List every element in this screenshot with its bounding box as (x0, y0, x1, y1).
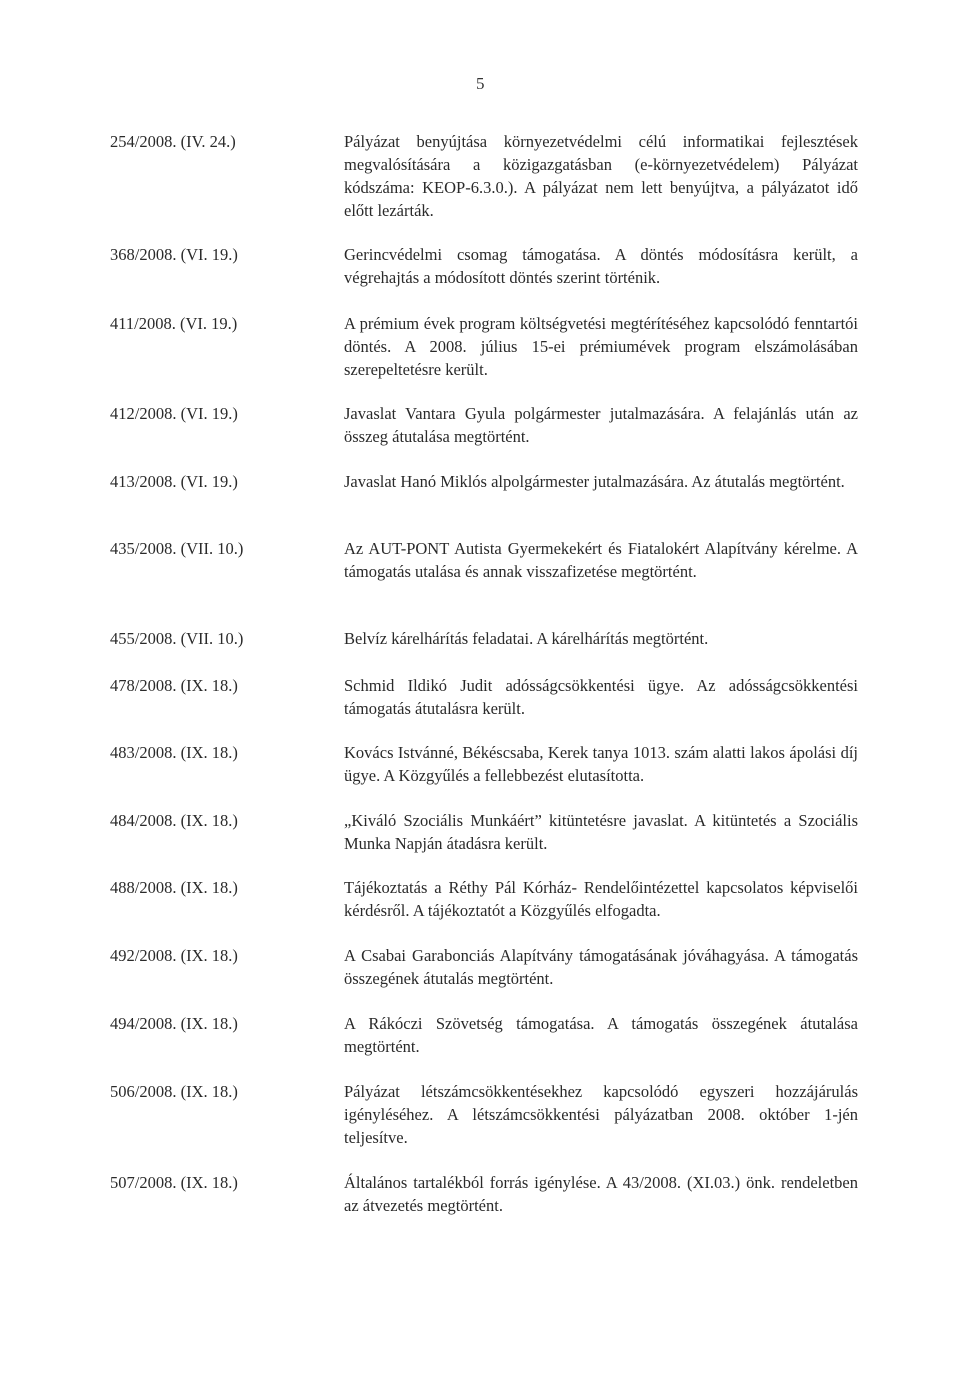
resolution-description: Pályázat benyújtása környezetvédelmi célú informatikai fejlesztések megvalósítására a közigazgatásban (e-környezetvédelem) Pályázat kódszáma: KEOP-6.3.0.). A pályázat nem lett benyújtva, a pályázatot idő előtt lezárták. (344, 132, 858, 220)
resolution-description: Gerincvédelmi csomag támogatása. A döntés módosításra került, a végrehajtás a módosított döntés szerint történik. (344, 245, 858, 287)
resolution-description: Javaslat Hanó Miklós alpolgármester jutalmazására. Az átutalás megtörtént. (344, 472, 845, 491)
resolution-number: 506/2008. (IX. 18.) (110, 1082, 238, 1101)
resolution-number: 484/2008. (IX. 18.) (110, 811, 238, 830)
resolution-number: 455/2008. (VII. 10.) (110, 629, 244, 648)
resolution-number: 254/2008. (IV. 24.) (110, 132, 236, 151)
page-number: 5 (476, 74, 485, 93)
resolution-number: 413/2008. (VI. 19.) (110, 472, 238, 491)
resolution-number: 411/2008. (VI. 19.) (110, 314, 238, 333)
resolution-number: 507/2008. (IX. 18.) (110, 1173, 238, 1192)
resolution-number: 494/2008. (IX. 18.) (110, 1014, 238, 1033)
resolution-description: Kovács Istvánné, Békéscsaba, Kerek tanya 1013. szám alatti lakos ápolási díj ügye. A Közgyűlés a fellebbezést elutasította. (344, 743, 858, 785)
resolution-description: Az AUT-PONT Autista Gyermekekért és Fiatalokért Alapítvány kérelme. A támogatás utalása és annak visszafizetése megtörtént. (344, 539, 858, 581)
resolution-number: 412/2008. (VI. 19.) (110, 404, 238, 423)
resolution-description: Schmid Ildikó Judit adósságcsökkentési ügye. Az adósságcsökkentési támogatás átutalásra került. (344, 676, 858, 718)
resolution-number: 488/2008. (IX. 18.) (110, 878, 238, 897)
resolution-number: 435/2008. (VII. 10.) (110, 539, 244, 558)
resolution-description: A Rákóczi Szövetség támogatása. A támogatás összegének átutalása megtörtént. (344, 1014, 858, 1056)
resolution-number: 478/2008. (IX. 18.) (110, 676, 238, 695)
resolution-number: 492/2008. (IX. 18.) (110, 946, 238, 965)
resolution-description: Általános tartalékból forrás igénylése. A 43/2008. (XI.03.) önk. rendeletben az átvezetés megtörtént. (344, 1173, 858, 1215)
resolution-description: „Kiváló Szociális Munkáért” kitüntetésre javaslat. A kitüntetés a Szociális Munka Napján átadásra került. (344, 811, 858, 853)
resolution-description: Pályázat létszámcsökkentésekhez kapcsolódó egyszeri hozzájárulás igényléséhez. A létszámcsökkentési pályázatban 2008. október 1-jén teljesítve. (344, 1082, 858, 1147)
resolution-number: 368/2008. (VI. 19.) (110, 245, 238, 264)
resolution-description: Javaslat Vantara Gyula polgármester jutalmazására. A felajánlás után az összeg átutalása megtörtént. (344, 404, 858, 446)
resolution-description: A prémium évek program költségvetési megtérítéséhez kapcsolódó fenntartói döntés. A 2008. július 15-ei prémiumévek program elszámolásában szerepeltetésre került. (344, 314, 858, 379)
resolution-description: A Csabai Garabonciás Alapítvány támogatásának jóváhagyása. A támogatás összegének átutalás megtörtént. (344, 946, 858, 988)
resolution-number: 483/2008. (IX. 18.) (110, 743, 238, 762)
resolution-description: Tájékoztatás a Réthy Pál Kórház- Rendelőintézettel kapcsolatos képviselői kérdésről. A tájékoztatót a Közgyűlés elfogadta. (344, 878, 858, 920)
resolution-description: Belvíz kárelhárítás feladatai. A kárelhárítás megtörtént. (344, 629, 709, 648)
